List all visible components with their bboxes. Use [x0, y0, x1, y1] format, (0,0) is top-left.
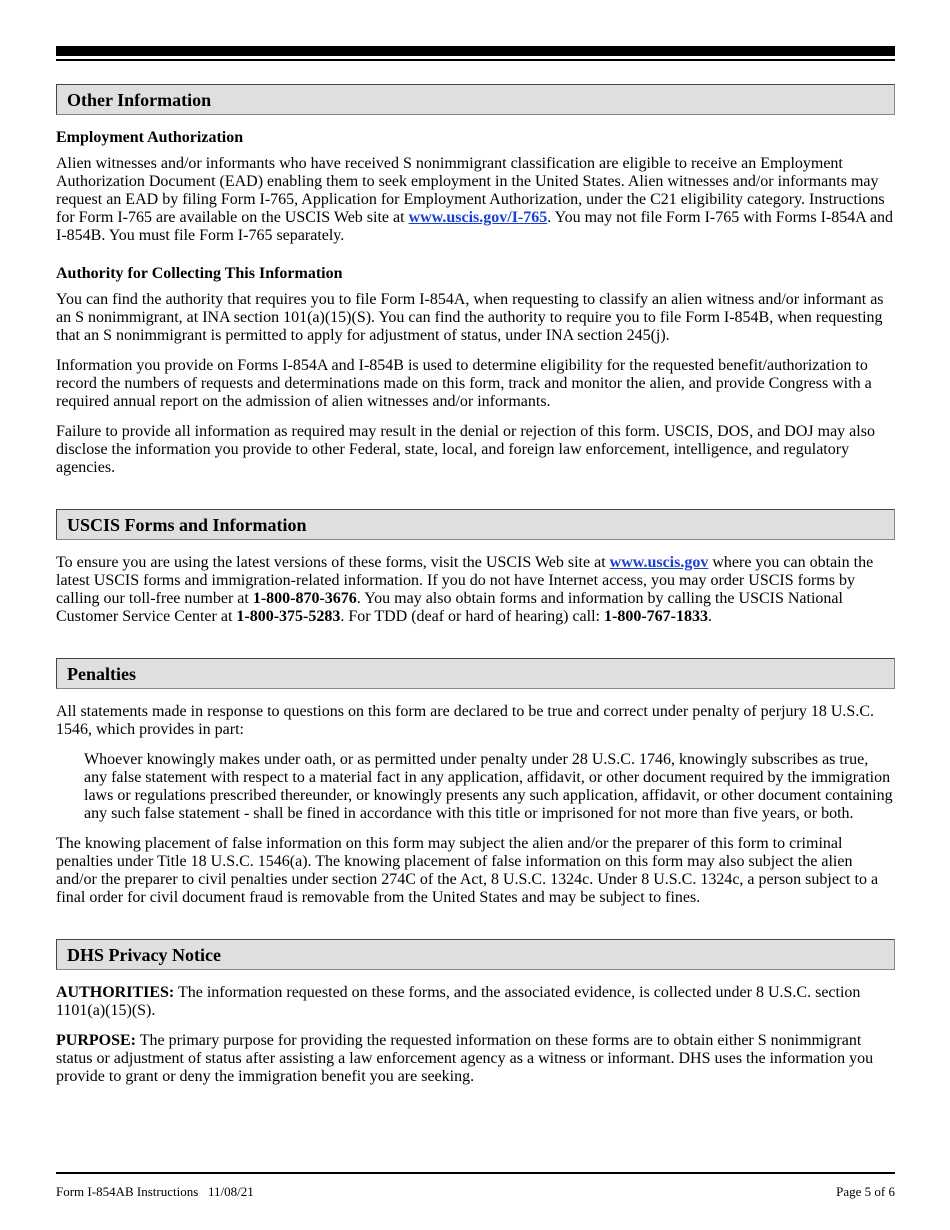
authority-paragraph-2: Information you provide on Forms I-854A and I-854B is used to determine eligibility for the requested benefit/authorization to record the numbers of requests and determinations made on this form, track and monitor the alien, and provide Congress with a required annual report on the admission of alien witnesses and/or informants.: [56, 357, 872, 410]
header-thick-rule: [56, 46, 895, 56]
footer-page-number: Page 5 of 6: [836, 1184, 895, 1199]
section-header-other-information: Other Information: [56, 84, 895, 115]
forms-paragraph: [56, 554, 895, 626]
text: To ensure you are using the latest versions of these forms, visit the USCIS Web site at: [56, 554, 610, 571]
text: where you can obtain the latest USCIS forms and immigration-related information. If you do not have Internet access, you may order USCIS forms by calling our toll-free number at: [56, 554, 874, 607]
text: Alien witnesses and/or informants who have received S nonimmigrant classification are eligible to receive an Employment Authorization Document (EAD) enabling them to seek employment in the United States. Alien witnesses and/or informants may request an EAD by filing Form I-765, Application for Employment Authorization, under the C21 eligibility category. Instructions for Form I-765 are available on the USCIS Web site at: [56, 155, 885, 226]
uscis-link[interactable]: www.uscis.gov: [609, 554, 709, 571]
header-thin-rule: [56, 59, 895, 61]
authorities-label: AUTHORITIES:: [56, 984, 175, 1001]
text: The information requested on these forms, and the associated evidence, is collected under 8 U.S.C. section 1101(a)(15)(S).: [56, 984, 861, 1019]
footer-rule: [56, 1172, 895, 1174]
purpose-label: PURPOSE:: [56, 1032, 136, 1049]
text: . You may also obtain forms and information by calling the USCIS National Customer Service Center at: [56, 590, 843, 625]
section-header-uscis-forms: USCIS Forms and Information: [56, 509, 895, 540]
page-content: [56, 84, 895, 1086]
phone-tdd: 1-800-767-1833: [603, 608, 708, 625]
i765-link[interactable]: www.uscis.gov/I-765: [408, 209, 548, 226]
penalties-paragraph-1: All statements made in response to questions on this form are declared to be true and correct under penalty of perjury 18 U.S.C. 1546, which provides in part:: [56, 703, 874, 738]
employment-paragraph: [56, 155, 895, 245]
heading-authority: Authority for Collecting This Information: [56, 265, 343, 282]
authority-paragraph-1: You can find the authority that requires you to file Form I-854A, when requesting to classify an alien witness and/or informant as an S nonimmigrant, at INA section 101(a)(15)(S). You can find the authority to require you to file Form I-854B, when requesting that an S nonimmigrant is permitted to apply for adjustment of status, under INA section 245(j).: [56, 291, 884, 344]
penalties-quote: Whoever knowingly makes under oath, or as permitted under penalty under 28 U.S.C. 1746, knowingly subscribes as true, any false statement with respect to a material fact in any application, affidavit, or other document required by the immigration laws or regulations prescribed thereunder, or knowingly presents any such application, affidavit, or other document containing any such false statement - shall be fined in accordance with this title or imprisoned for not more than five years, or both.: [84, 751, 893, 822]
heading-employment-authorization: Employment Authorization: [56, 129, 244, 146]
footer-form-id: Form I-854AB Instructions 11/08/21: [56, 1184, 254, 1199]
section-header-privacy: DHS Privacy Notice: [56, 939, 895, 970]
text: . You may not file Form I-765 with Forms I-854A and I-854B. You must file Form I-765 separately.: [56, 209, 894, 244]
footer: [56, 1184, 895, 1200]
section-header-penalties: Penalties: [56, 658, 895, 689]
authority-paragraph-3: Failure to provide all information as required may result in the denial or rejection of this form. USCIS, DOS, and DOJ may also disclose the information you provide to other Federal, state, local, and foreign law enforcement, intelligence, and regulatory agencies.: [56, 423, 875, 476]
phone-ncsc: 1-800-375-5283: [236, 608, 341, 625]
penalties-paragraph-2: The knowing placement of false information on this form may subject the alien and/or the preparer of this form to criminal penalties under Title 18 U.S.C. 1546(a). The knowing placement of false information on this form may also subject the alien and/or the preparer to civil penalties under section 274C of the Act, 8 U.S.C. 1324c. Under 8 U.S.C. 1324c, a person subject to a final order for civil document fraud is removable from the United States and may be subject to fines.: [56, 835, 879, 906]
text: . For TDD (deaf or hard of hearing) call:: [340, 608, 604, 625]
privacy-authorities: [56, 984, 895, 1020]
text: The primary purpose for providing the requested information on these forms are to obtain either S nonimmigrant status or adjustment of status after assisting a law enforcement agency as a witness or informant. DHS uses the information you provide to grant or deny the immigration benefit you are seeking.: [56, 1032, 874, 1085]
phone-toll-free: 1-800-870-3676: [252, 590, 357, 607]
privacy-purpose: [56, 1032, 895, 1086]
text: .: [707, 608, 712, 625]
